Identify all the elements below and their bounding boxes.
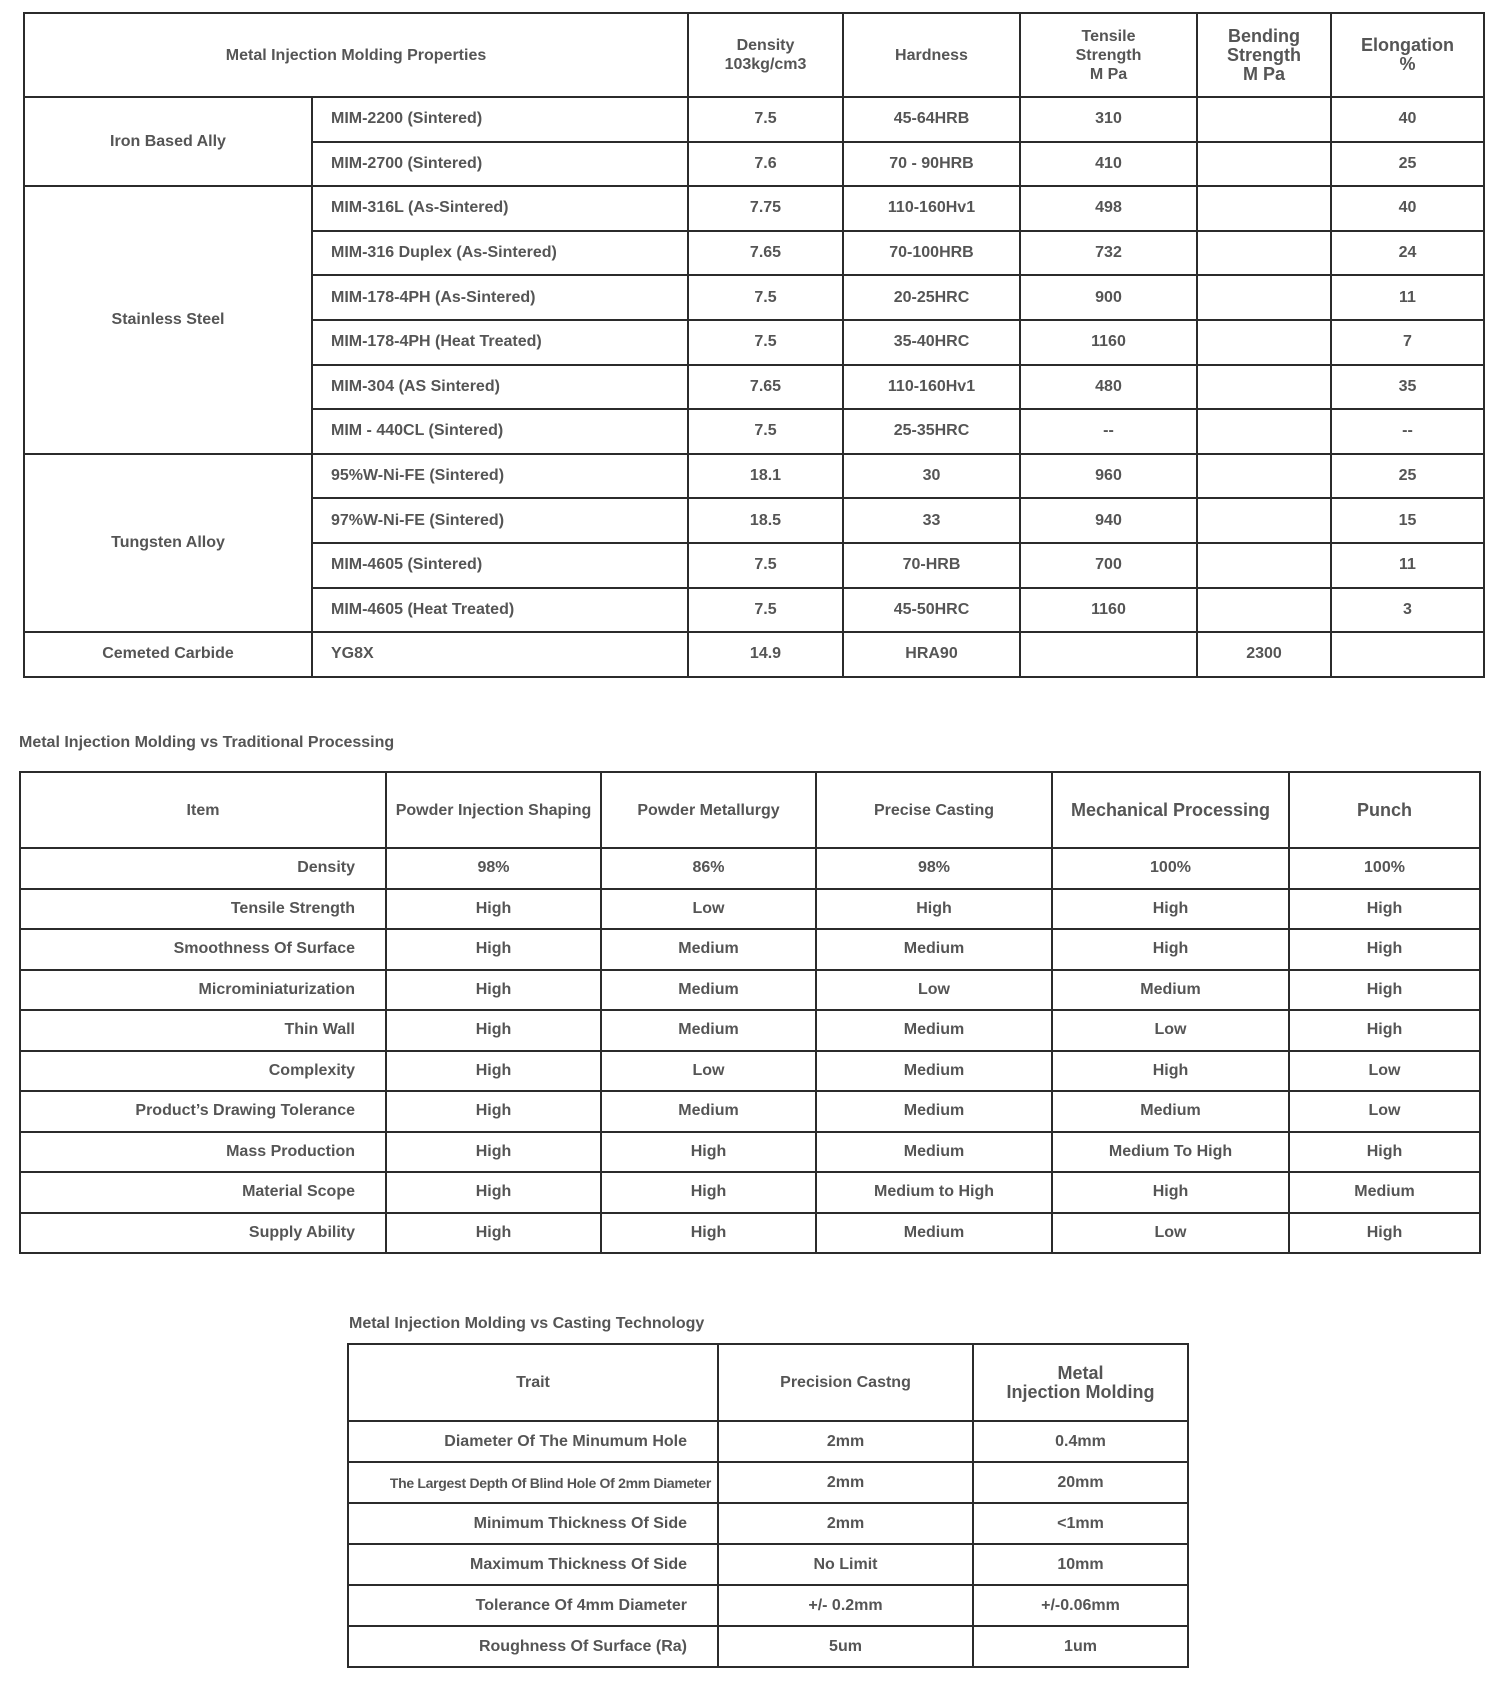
cell-elongation: 11 <box>1331 275 1484 320</box>
cell-bending <box>1197 365 1331 410</box>
traditional-cell: Medium <box>601 1091 816 1132</box>
casting-row <box>348 1503 1188 1544</box>
traditional-cell: High <box>386 1172 601 1213</box>
cell-elongation: 40 <box>1331 186 1484 231</box>
traditional-cell: High <box>386 1132 601 1173</box>
cell-bending <box>1197 142 1331 187</box>
casting-header-mim-line1: Metal <box>1057 1362 1104 1383</box>
cell-bending <box>1197 498 1331 543</box>
cell-elongation: 35 <box>1331 365 1484 410</box>
traditional-cell: Low <box>1052 1010 1289 1051</box>
traditional-cell: High <box>1052 889 1289 930</box>
traditional-cell: Medium <box>816 929 1052 970</box>
traditional-cell: Medium <box>816 1010 1052 1051</box>
cell-density: 14.9 <box>688 632 843 677</box>
cell-material: 95%W-Ni-FE (Sintered) <box>312 454 688 499</box>
casting-header-mim <box>973 1344 1188 1421</box>
casting-trait-label: Maximum Thickness Of Side <box>348 1544 718 1585</box>
cell-tensile: 900 <box>1020 275 1197 320</box>
casting-row <box>348 1585 1188 1626</box>
cell-elongation: 24 <box>1331 231 1484 276</box>
cell-density: 18.1 <box>688 454 843 499</box>
cell-hardness: 33 <box>843 498 1020 543</box>
traditional-cell: Medium <box>601 1010 816 1051</box>
traditional-row <box>20 889 1480 930</box>
traditional-cell: High <box>1289 1132 1480 1173</box>
properties-row <box>24 186 1484 231</box>
cell-hardness: 70-HRB <box>843 543 1020 588</box>
traditional-row <box>20 1213 1480 1254</box>
header-bending-line1: Bending <box>1228 25 1300 46</box>
cell-elongation: 11 <box>1331 543 1484 588</box>
casting-header-trait: Trait <box>348 1344 718 1421</box>
traditional-header-pis: Powder Injection Shaping <box>386 772 601 848</box>
cell-elongation: 25 <box>1331 454 1484 499</box>
traditional-cell: High <box>1289 889 1480 930</box>
traditional-cell: 98% <box>816 848 1052 889</box>
traditional-cell: Medium <box>1052 1091 1289 1132</box>
cell-elongation: 25 <box>1331 142 1484 187</box>
traditional-cell: High <box>386 929 601 970</box>
traditional-item-label: Mass Production <box>20 1132 386 1173</box>
cell-hardness: 70-100HRB <box>843 231 1020 276</box>
header-tensile-line2: Strength <box>1075 46 1142 64</box>
traditional-header-punch: Punch <box>1289 772 1480 848</box>
traditional-cell: High <box>1289 1213 1480 1254</box>
traditional-cell: Medium <box>816 1091 1052 1132</box>
group-name: Stainless Steel <box>24 186 312 454</box>
casting-cell: 2mm <box>718 1421 973 1462</box>
cell-bending <box>1197 454 1331 499</box>
cell-bending <box>1197 186 1331 231</box>
cell-density: 7.5 <box>688 409 843 454</box>
traditional-cell: 100% <box>1289 848 1480 889</box>
casting-cell: 1um <box>973 1626 1188 1667</box>
casting-cell: 0.4mm <box>973 1421 1188 1462</box>
traditional-table <box>19 771 1481 1254</box>
cell-tensile: 700 <box>1020 543 1197 588</box>
traditional-cell: Medium <box>816 1132 1052 1173</box>
traditional-header-row <box>20 772 1480 848</box>
cell-bending <box>1197 588 1331 633</box>
traditional-item-label: Microminiaturization <box>20 970 386 1011</box>
cell-bending <box>1197 231 1331 276</box>
casting-table <box>347 1343 1189 1668</box>
cell-density: 18.5 <box>688 498 843 543</box>
casting-cell: 2mm <box>718 1462 973 1503</box>
cell-material: MIM - 440CL (Sintered) <box>312 409 688 454</box>
traditional-cell: Low <box>1052 1213 1289 1254</box>
traditional-item-label: Supply Ability <box>20 1213 386 1254</box>
cell-elongation: -- <box>1331 409 1484 454</box>
traditional-cell: High <box>1289 970 1480 1011</box>
cell-bending: 2300 <box>1197 632 1331 677</box>
traditional-row <box>20 929 1480 970</box>
traditional-item-label: Density <box>20 848 386 889</box>
cell-bending <box>1197 275 1331 320</box>
cell-hardness: 25-35HRC <box>843 409 1020 454</box>
cell-material: MIM-4605 (Sintered) <box>312 543 688 588</box>
cell-density: 7.65 <box>688 365 843 410</box>
cell-tensile: 480 <box>1020 365 1197 410</box>
traditional-cell: High <box>386 889 601 930</box>
group-name: Tungsten Alloy <box>24 454 312 632</box>
traditional-body <box>20 848 1480 1253</box>
cell-hardness: HRA90 <box>843 632 1020 677</box>
cell-density: 7.75 <box>688 186 843 231</box>
cell-material: MIM-4605 (Heat Treated) <box>312 588 688 633</box>
cell-density: 7.5 <box>688 320 843 365</box>
traditional-cell: Medium to High <box>816 1172 1052 1213</box>
casting-caption: Metal Injection Molding vs Casting Technology <box>349 1315 705 1332</box>
cell-density: 7.5 <box>688 543 843 588</box>
header-density <box>688 13 843 97</box>
cell-hardness: 45-50HRC <box>843 588 1020 633</box>
casting-cell: 5um <box>718 1626 973 1667</box>
traditional-row <box>20 1172 1480 1213</box>
cell-material: 97%W-Ni-FE (Sintered) <box>312 498 688 543</box>
traditional-cell: High <box>386 1010 601 1051</box>
cell-elongation: 15 <box>1331 498 1484 543</box>
properties-body <box>24 97 1484 677</box>
traditional-cell: 100% <box>1052 848 1289 889</box>
cell-hardness: 45-64HRB <box>843 97 1020 142</box>
casting-body <box>348 1421 1188 1667</box>
header-density-line2: 103kg/cm3 <box>724 56 807 73</box>
cell-density: 7.5 <box>688 275 843 320</box>
cell-bending <box>1197 97 1331 142</box>
properties-row <box>24 454 1484 499</box>
header-tensile-line1: Tensile <box>1081 27 1136 45</box>
traditional-row <box>20 970 1480 1011</box>
header-tensile-line3: M Pa <box>1089 65 1128 83</box>
header-elongation-line1: Elongation <box>1361 35 1454 55</box>
traditional-item-label: Product’s Drawing Tolerance <box>20 1091 386 1132</box>
properties-table <box>23 12 1485 678</box>
cell-tensile: 410 <box>1020 142 1197 187</box>
casting-trait-label: Tolerance Of 4mm Diameter <box>348 1585 718 1626</box>
traditional-cell: High <box>1289 929 1480 970</box>
cell-tensile: 498 <box>1020 186 1197 231</box>
traditional-item-label: Tensile Strength <box>20 889 386 930</box>
traditional-cell: 86% <box>601 848 816 889</box>
casting-trait-label: Diameter Of The Minumum Hole <box>348 1421 718 1462</box>
properties-header-row <box>24 13 1484 97</box>
traditional-item-label: Material Scope <box>20 1172 386 1213</box>
traditional-cell: High <box>1052 1172 1289 1213</box>
traditional-cell: High <box>386 1091 601 1132</box>
casting-trait-label: Minimum Thickness Of Side <box>348 1503 718 1544</box>
cell-hardness: 70 - 90HRB <box>843 142 1020 187</box>
traditional-cell: 98% <box>386 848 601 889</box>
traditional-cell: High <box>816 889 1052 930</box>
casting-cell: +/-0.06mm <box>973 1585 1188 1626</box>
casting-row <box>348 1421 1188 1462</box>
casting-cell: <1mm <box>973 1503 1188 1544</box>
header-bending <box>1197 13 1331 97</box>
properties-row <box>24 97 1484 142</box>
cell-hardness: 30 <box>843 454 1020 499</box>
cell-density: 7.65 <box>688 231 843 276</box>
cell-hardness: 110-160Hv1 <box>843 186 1020 231</box>
traditional-cell: High <box>601 1172 816 1213</box>
header-density-line1: Density <box>736 37 795 54</box>
traditional-cell: Low <box>816 970 1052 1011</box>
cell-elongation: 7 <box>1331 320 1484 365</box>
traditional-cell: High <box>1289 1010 1480 1051</box>
traditional-cell: High <box>1052 929 1289 970</box>
traditional-cell: Low <box>601 889 816 930</box>
cell-tensile: 960 <box>1020 454 1197 499</box>
cell-bending <box>1197 543 1331 588</box>
cell-tensile: 732 <box>1020 231 1197 276</box>
properties-row <box>24 632 1484 677</box>
group-name: Iron Based Ally <box>24 97 312 186</box>
traditional-header-pc: Precise Casting <box>816 772 1052 848</box>
cell-bending <box>1197 320 1331 365</box>
header-bending-line2: Strength <box>1227 44 1301 65</box>
cell-material: MIM-178-4PH (Heat Treated) <box>312 320 688 365</box>
cell-tensile: 310 <box>1020 97 1197 142</box>
cell-material: YG8X <box>312 632 688 677</box>
traditional-header-mp: Mechanical Processing <box>1052 772 1289 848</box>
cell-material: MIM-304 (AS Sintered) <box>312 365 688 410</box>
cell-hardness: 35-40HRC <box>843 320 1020 365</box>
casting-header-precision: Precision Castng <box>718 1344 973 1421</box>
casting-row <box>348 1462 1188 1503</box>
traditional-cell: High <box>601 1213 816 1254</box>
traditional-row <box>20 1051 1480 1092</box>
cell-material: MIM-316L (As-Sintered) <box>312 186 688 231</box>
casting-cell: 20mm <box>973 1462 1188 1503</box>
group-name: Cemeted Carbide <box>24 632 312 677</box>
cell-tensile: 1160 <box>1020 320 1197 365</box>
cell-hardness: 20-25HRC <box>843 275 1020 320</box>
cell-material: MIM-316 Duplex (As-Sintered) <box>312 231 688 276</box>
casting-row <box>348 1626 1188 1667</box>
traditional-cell: Medium <box>1052 970 1289 1011</box>
traditional-row <box>20 1010 1480 1051</box>
traditional-header-pm: Powder Metallurgy <box>601 772 816 848</box>
traditional-cell: High <box>386 1051 601 1092</box>
cell-elongation <box>1331 632 1484 677</box>
header-bending-line3: M Pa <box>1242 63 1285 84</box>
header-elongation-line2: % <box>1399 54 1416 74</box>
cell-material: MIM-178-4PH (As-Sintered) <box>312 275 688 320</box>
traditional-cell: Low <box>601 1051 816 1092</box>
cell-tensile: -- <box>1020 409 1197 454</box>
traditional-row <box>20 848 1480 889</box>
cell-bending <box>1197 409 1331 454</box>
traditional-header-item: Item <box>20 772 386 848</box>
casting-cell: 10mm <box>973 1544 1188 1585</box>
casting-row <box>348 1544 1188 1585</box>
traditional-cell: Medium To High <box>1052 1132 1289 1173</box>
traditional-item-label: Smoothness Of Surface <box>20 929 386 970</box>
traditional-cell: High <box>1052 1051 1289 1092</box>
casting-cell: 2mm <box>718 1503 973 1544</box>
properties-title: Metal Injection Molding Properties <box>24 13 688 97</box>
traditional-cell: High <box>386 1213 601 1254</box>
traditional-cell: Medium <box>601 970 816 1011</box>
cell-density: 7.6 <box>688 142 843 187</box>
cell-material: MIM-2200 (Sintered) <box>312 97 688 142</box>
casting-header-row <box>348 1344 1188 1421</box>
cell-elongation: 40 <box>1331 97 1484 142</box>
traditional-cell: Medium <box>816 1051 1052 1092</box>
traditional-cell: High <box>386 970 601 1011</box>
cell-elongation: 3 <box>1331 588 1484 633</box>
cell-density: 7.5 <box>688 588 843 633</box>
traditional-cell: Medium <box>816 1213 1052 1254</box>
traditional-cell: High <box>601 1132 816 1173</box>
casting-cell: No Limit <box>718 1544 973 1585</box>
cell-tensile <box>1020 632 1197 677</box>
header-elongation <box>1331 13 1484 97</box>
traditional-cell: Low <box>1289 1051 1480 1092</box>
casting-header-mim-line2: Injection Molding <box>1006 1381 1155 1402</box>
traditional-item-label: Complexity <box>20 1051 386 1092</box>
cell-hardness: 110-160Hv1 <box>843 365 1020 410</box>
traditional-row <box>20 1132 1480 1173</box>
traditional-cell: Low <box>1289 1091 1480 1132</box>
traditional-cell: Medium <box>601 929 816 970</box>
cell-tensile: 1160 <box>1020 588 1197 633</box>
header-hardness: Hardness <box>843 13 1020 97</box>
cell-density: 7.5 <box>688 97 843 142</box>
cell-tensile: 940 <box>1020 498 1197 543</box>
traditional-caption: Metal Injection Molding vs Traditional Processing <box>19 734 395 751</box>
casting-cell: +/- 0.2mm <box>718 1585 973 1626</box>
cell-material: MIM-2700 (Sintered) <box>312 142 688 187</box>
casting-trait-label: The Largest Depth Of Blind Hole Of 2mm Diameter <box>348 1462 718 1503</box>
header-tensile <box>1020 13 1197 97</box>
traditional-row <box>20 1091 1480 1132</box>
traditional-cell: Medium <box>1289 1172 1480 1213</box>
traditional-item-label: Thin Wall <box>20 1010 386 1051</box>
casting-trait-label: Roughness Of Surface (Ra) <box>348 1626 718 1667</box>
